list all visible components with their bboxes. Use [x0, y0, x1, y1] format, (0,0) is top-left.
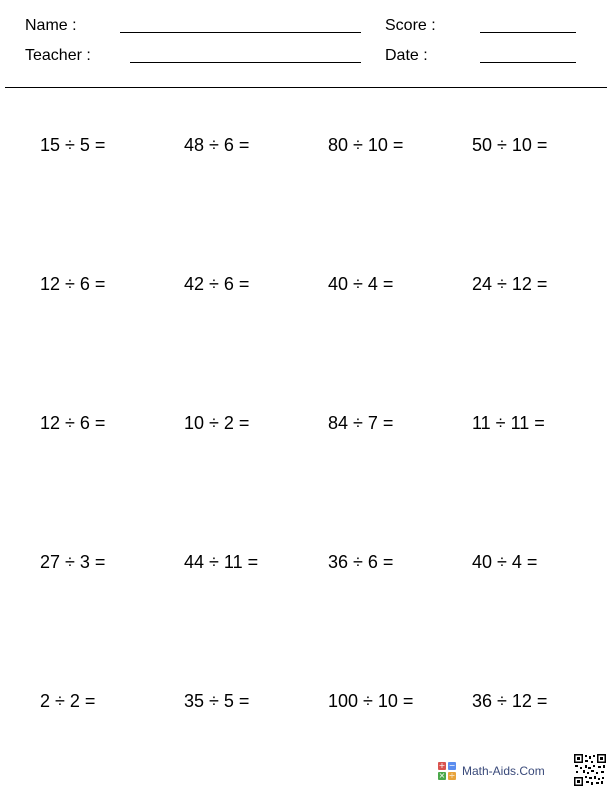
teacher-label: Teacher :	[25, 47, 91, 64]
problem-r4-c1: 27 ÷ 3 =	[40, 552, 106, 572]
problem-r5-c4: 36 ÷ 12 =	[472, 691, 548, 711]
problem-r5-c3: 100 ÷ 10 =	[328, 691, 414, 711]
problem-r4-c2: 44 ÷ 11 =	[184, 552, 259, 572]
name-field[interactable]	[120, 32, 361, 33]
problem-r3-c4: 11 ÷ 11 =	[472, 413, 545, 433]
date-field[interactable]	[480, 62, 576, 63]
problem-r4-c4: 40 ÷ 4 =	[472, 552, 538, 572]
score-field[interactable]	[480, 32, 576, 33]
brand-text: Math-Aids.Com	[462, 764, 545, 778]
problem-r1-c4: 50 ÷ 10 =	[472, 135, 548, 155]
problem-r2-c4: 24 ÷ 12 =	[472, 274, 548, 294]
problem-r5-c2: 35 ÷ 5 =	[184, 691, 250, 711]
problem-r2-c2: 42 ÷ 6 =	[184, 274, 250, 294]
date-label: Date :	[385, 47, 428, 64]
problem-r1-c3: 80 ÷ 10 =	[328, 135, 404, 155]
problem-r3-c3: 84 ÷ 7 =	[328, 413, 394, 433]
problem-r1-c2: 48 ÷ 6 =	[184, 135, 250, 155]
problem-r5-c1: 2 ÷ 2 =	[40, 691, 96, 711]
qr-code-icon	[574, 754, 606, 786]
problem-r3-c2: 10 ÷ 2 =	[184, 413, 250, 433]
problem-r2-c3: 40 ÷ 4 =	[328, 274, 394, 294]
calculator-icon: + − × ÷	[438, 761, 456, 780]
footer-brand[interactable]	[438, 760, 545, 782]
problem-r2-c1: 12 ÷ 6 =	[40, 274, 106, 294]
problem-r1-c1: 15 ÷ 5 =	[40, 135, 106, 155]
problem-r3-c1: 12 ÷ 6 =	[40, 413, 106, 433]
name-label: Name :	[25, 17, 77, 34]
problem-r4-c3: 36 ÷ 6 =	[328, 552, 394, 572]
header-divider	[5, 87, 607, 88]
score-label: Score :	[385, 17, 436, 34]
teacher-field[interactable]	[130, 62, 361, 63]
